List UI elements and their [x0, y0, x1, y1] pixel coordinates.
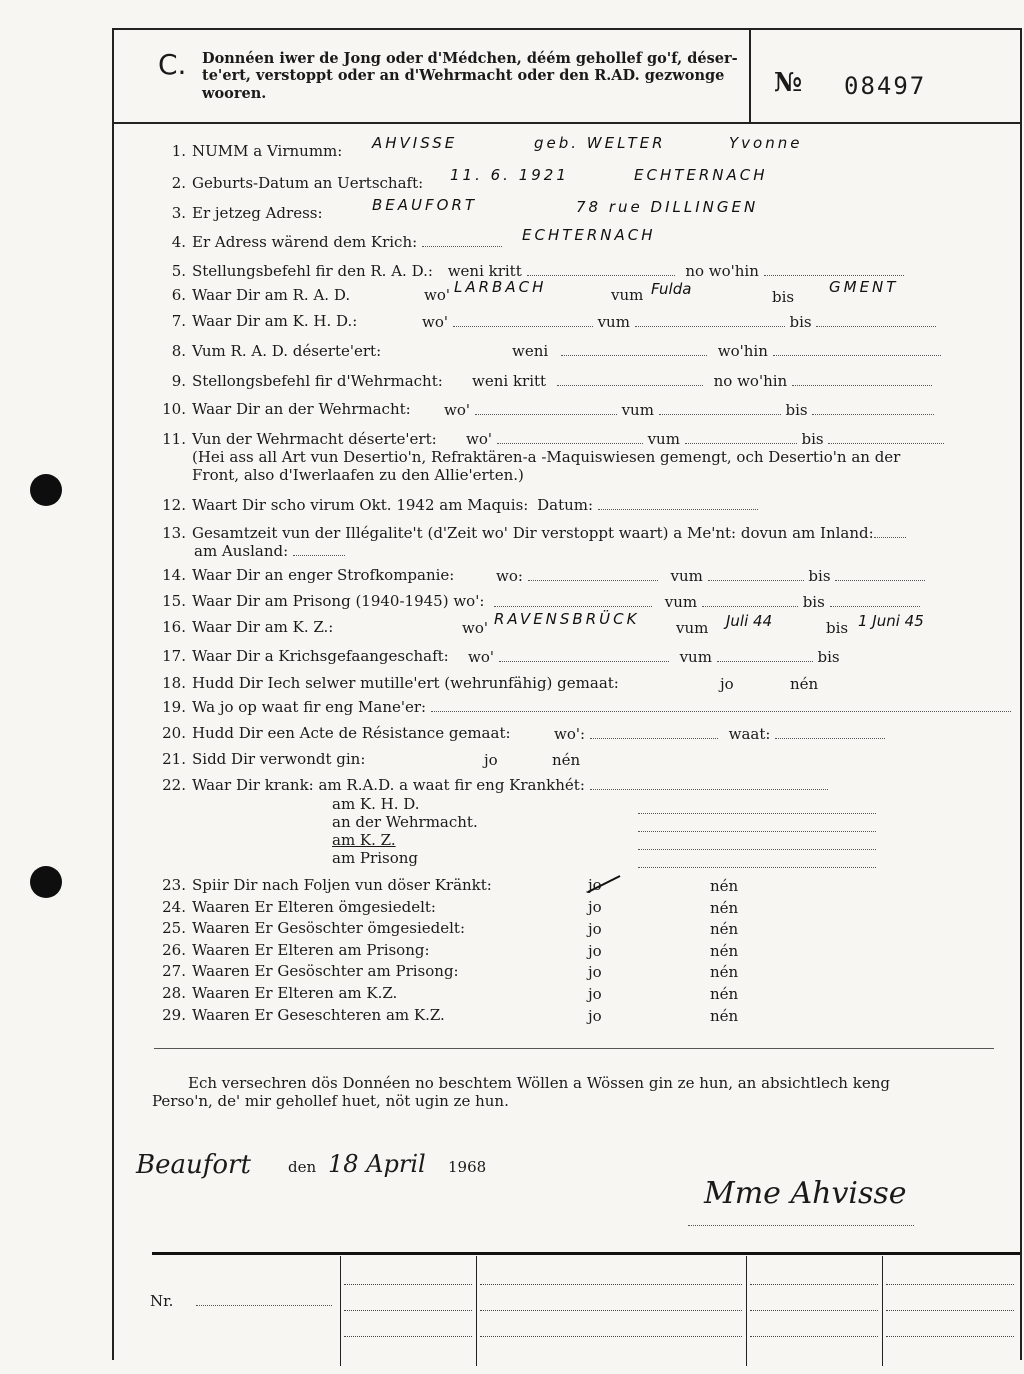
field-label: Waar Dir krank: am R.A.D. a waat fir eng Krankhét: — [192, 776, 585, 794]
field-value-kz-place: RAVENSBRÜCK — [494, 610, 640, 628]
field-label: Waart Dir scho virum Okt. 1942 am Maquis: — [192, 496, 529, 514]
field-value-surname: AHVISSE — [372, 134, 458, 152]
field-label: Wa jo op waat fir eng Mane'er: — [192, 698, 427, 716]
field-label: Stellungsbefehl fir den R. A. D.: — [192, 262, 433, 280]
field-label: Sidd Dir verwondt gin: — [192, 750, 366, 768]
row-number: 3. — [171, 204, 186, 222]
row-6 — [154, 286, 350, 305]
row-11 — [154, 430, 437, 449]
row-number: 12. — [162, 496, 186, 514]
field-value-address-town: BEAUFORT — [372, 196, 478, 214]
field-label: NUMM a Virnumm: — [192, 142, 343, 160]
field-value-war-address: ECHTERNACH — [522, 226, 656, 244]
field-value-birthdate: 11. 6. 1921 — [450, 166, 569, 184]
row-number: 11. — [162, 430, 186, 448]
field-value-firstname: Yvonne — [729, 134, 803, 152]
field-label: Er jetzeg Adress: — [192, 204, 323, 222]
row-22 — [154, 776, 828, 795]
row-number: 16. — [162, 618, 186, 636]
yesno-row: 26. Waaren Er Elteren am Prisong: — [162, 941, 430, 959]
row-16 — [154, 618, 333, 637]
row-number: 18. — [162, 674, 186, 692]
declaration-line-1: Ech versechren dös Donnéen no beschtem Wöllen a Wössen gin ze hun, an absichtlech keng — [188, 1074, 890, 1092]
row-number: 4. — [171, 233, 186, 251]
row-11-note-2: Front, also d'Iwerlaafen zu den Allie'erten.) — [192, 466, 524, 484]
row-17 — [154, 647, 449, 666]
field-value-birthname: geb. WELTER — [534, 134, 666, 152]
section-letter: C. — [158, 48, 187, 81]
field-label: Waar Dir am K. Z.: — [192, 618, 334, 636]
row-number: 20. — [162, 724, 186, 742]
row-19 — [154, 698, 1011, 717]
row-13: 13. Gesamtzeit vun der Illégalite't (d'Zeit wo' Dir verstoppt waart) a Me'nt: dovun am Inland: — [154, 524, 906, 543]
nr-label: Nr. — [150, 1292, 174, 1310]
yesno-row: 29. Waaren Er Geseschteren am K.Z. — [162, 1006, 445, 1024]
row-number: 22. — [162, 776, 186, 794]
row-7 — [154, 312, 357, 331]
field-label: Gesamtzeit vun der Illégalite't (d'Zeit wo' Dir verstoppt waart) a Me'nt: — [192, 524, 737, 542]
yesno-row: 23. Spiir Dir nach Foljen vun döser Kränkt: — [162, 876, 492, 894]
blank-line — [422, 235, 502, 247]
punch-hole — [30, 474, 62, 506]
row-4 — [154, 233, 502, 252]
row-1 — [154, 142, 342, 161]
row-number: 19. — [162, 698, 186, 716]
row-number: 6. — [171, 286, 186, 304]
signature-year: 1968 — [448, 1158, 487, 1176]
field-label: Waar Dir an enger Strofkompanie: — [192, 566, 455, 584]
header-divider — [749, 30, 751, 122]
divider-line — [154, 1048, 994, 1049]
row-14 — [154, 566, 454, 585]
declaration-line-2: Perso'n, de' mir gehollef huet, nöt ugin ze hun. — [152, 1092, 509, 1110]
form-header — [114, 30, 1020, 124]
yesno-row: 28. Waaren Er Elteren am K.Z. — [162, 984, 398, 1002]
section-title: Donnéen iwer de Jong oder d'Médchen, déém gehollef go'f, déser-te'ert, verstoppt oder an d'Wehrmacht oder den R.AD. gezwonge wooren. — [202, 50, 738, 102]
row-number: 14. — [162, 566, 186, 584]
row-8 — [154, 342, 381, 361]
row-21 — [154, 750, 365, 769]
row-number: 21. — [162, 750, 186, 768]
signature: Mme Ahvisse — [704, 1176, 907, 1211]
row-number: 9. — [171, 372, 186, 390]
row-2 — [154, 174, 423, 193]
row-number: 15. — [162, 592, 186, 610]
field-label: Er Adress wärend dem Krich: — [192, 233, 418, 251]
yesno-row: 27. Waaren Er Gesöschter am Prisong: — [162, 962, 459, 980]
row-18 — [154, 674, 619, 693]
row-12: 12. Waart Dir scho virum Okt. 1942 am Maquis: Datum: — [154, 496, 758, 515]
row-11-note: (Hei ass all Art vun Desertio'n, Refraktären-a -Maquiswiesen gemengt, och Desertio'n an der — [192, 448, 901, 466]
row-number: 17. — [162, 647, 186, 665]
field-value-rad-from: Fulda — [651, 280, 692, 298]
field-value-kz-to: 1 Juni 45 — [858, 612, 924, 630]
row-3 — [154, 204, 323, 223]
field-value-birthplace: ECHTERNACH — [634, 166, 768, 184]
row-number: 8. — [171, 342, 186, 360]
field-label: Hudd Dir een Acte de Résistance gemaat: — [192, 724, 511, 742]
row-number: 2. — [171, 174, 186, 192]
field-value-rad-place: LARBACH — [454, 278, 547, 296]
number-sign: № — [774, 68, 803, 98]
field-label: Waar Dir am K. H. D.: — [192, 312, 358, 330]
field-label: Waar Dir am R. A. D. — [192, 286, 351, 304]
form-page: C. Donnéen iwer de Jong oder d'Médchen, déém gehollef go'f, déser-te'ert, verstoppt oder an d'Wehrmacht oder den R.AD. gezwonge wooren. № 08497 1. NUMM a Virnumm: AHVISSE geb. WELTER Yvonne 2. Geburts-Datum an Uertschaft: 11. 6. 1921 ECHTERNACH 3. Er jetzeg Adress: BEAUFORT 78 rue DILLINGEN 4. Er Adress wärend dem Krich: ECHTERNACH 5. Stellungsbefehl fir den R. A. D.: weni kritt no wo'hin 6. Waar Dir am R. A. D. wo' LARBACH vum Fulda bis GMENT 7. Waar Dir am K. H. D.: wo' vum bis 8. Vum R. A. D. déserte'ert: weni wo'hin 9. Stellongsbefehl fir d'Wehrmacht: weni kritt no wo'hin 10. Waar Dir an der Wehrmacht: wo' vum bis 11. Vun der Wehrmacht déserte'ert: wo' vum bis (Hei ass all Art vun Desertio'n, Refraktären-a -Maquiswiesen gemengt, och Desertio'n an der Front, also d'Iwerlaafen zu den Allie'erten.) 12. Waart Dir scho virum Okt. 1942 am Maquis: Datum: 13. Gesamtzeit vun der Illégalite't (d'Zeit wo' Dir verstoppt waart) a Me'nt: dovun am Inland: am Ausland: 14. Waar Dir an enger Strofkompanie: wo: vum bis 15. Waar Dir am Prisong (1940-1945) wo': vum bis 16. Waar Dir am K. Z.: wo' RAVENSBRÜCK vum Juli 44 bis 1 Juni 45 17. Waar Dir a Krichsgefaangeschaft: wo' vum bis 18. Hudd Dir Iech selwer mutille'ert (wehrunfähig) gemaat: jo nén 19. Wa jo op waat fir eng Mane'er: 20. Hudd Dir een Acte de Résistance gemaat: wo': waat: 21. Sidd Dir verwondt gin: jo nén 22. Waar Dir krank: am R.A.D. a waat fir eng Krankhét: am K. H. D. an der Wehrmacht. am K. Z. am Prisong 23. Spiir Dir nach Foljen vun döser Kränkt: jo nén 24. Waaren Er Elteren ömgesiedelt: jo nén 25. Waaren Er Gesöschter ömgesiedelt: jo nén 26. Waaren Er Elteren am Prisong: jo nén 27. Waaren Er Gesöschter am Prisong: jo nén 28. Waaren Er Elteren am K.Z. jo nén 29. Waaren Er Geseschteren am K.Z. jo nén Ech versechren dös Donnéen no beschtem Wöllen a Wössen gin ze hun, an absichtlech keng Perso'n, de' mir gehollef huet, nöt ugin ze hun. Beaufort den 18 April 1968 Mme Ahvisse Nr. — [112, 28, 1022, 1360]
signature-place: Beaufort — [136, 1150, 251, 1180]
field-label: Hudd Dir Iech selwer mutille'ert (wehrunfähig) gemaat: — [192, 674, 619, 692]
field-value-kz-from: Juli 44 — [726, 612, 773, 630]
row-number: 1. — [171, 142, 186, 160]
yesno-row: 24. Waaren Er Elteren ömgesiedelt: — [162, 898, 436, 916]
field-label: Waar Dir an der Wehrmacht: — [192, 400, 411, 418]
row-20 — [154, 724, 511, 743]
row-number: 7. — [171, 312, 186, 330]
row-9 — [154, 372, 443, 391]
row-number: 13. — [162, 524, 186, 542]
field-label: Waar Dir a Krichsgefaangeschaft: — [192, 647, 449, 665]
field-label: Vun der Wehrmacht déserte'ert: — [192, 430, 437, 448]
row-10 — [154, 400, 411, 419]
row-number: 5. — [171, 262, 186, 280]
field-value-address-street: 78 rue DILLINGEN — [576, 198, 759, 216]
field-label: Geburts-Datum an Uertschaft: — [192, 174, 424, 192]
document-number: 08497 — [844, 72, 927, 100]
row-15 — [154, 592, 484, 611]
field-value-rad-to: GMENT — [829, 278, 899, 296]
row-5: 5. Stellungsbefehl fir den R. A. D.: weni kritt no wo'hin — [154, 262, 904, 281]
footer-rule — [152, 1252, 1020, 1255]
checkmark-icon — [584, 870, 624, 900]
row-number: 10. — [162, 400, 186, 418]
punch-hole — [30, 866, 62, 898]
field-label: Waar Dir am Prisong (1940-1945) wo': — [192, 592, 485, 610]
field-label: Vum R. A. D. déserte'ert: — [192, 342, 382, 360]
signature-date: 18 April — [328, 1150, 426, 1178]
yesno-row: 25. Waaren Er Gesöschter ömgesiedelt: — [162, 919, 466, 937]
field-label: Stellongsbefehl fir d'Wehrmacht: — [192, 372, 443, 390]
